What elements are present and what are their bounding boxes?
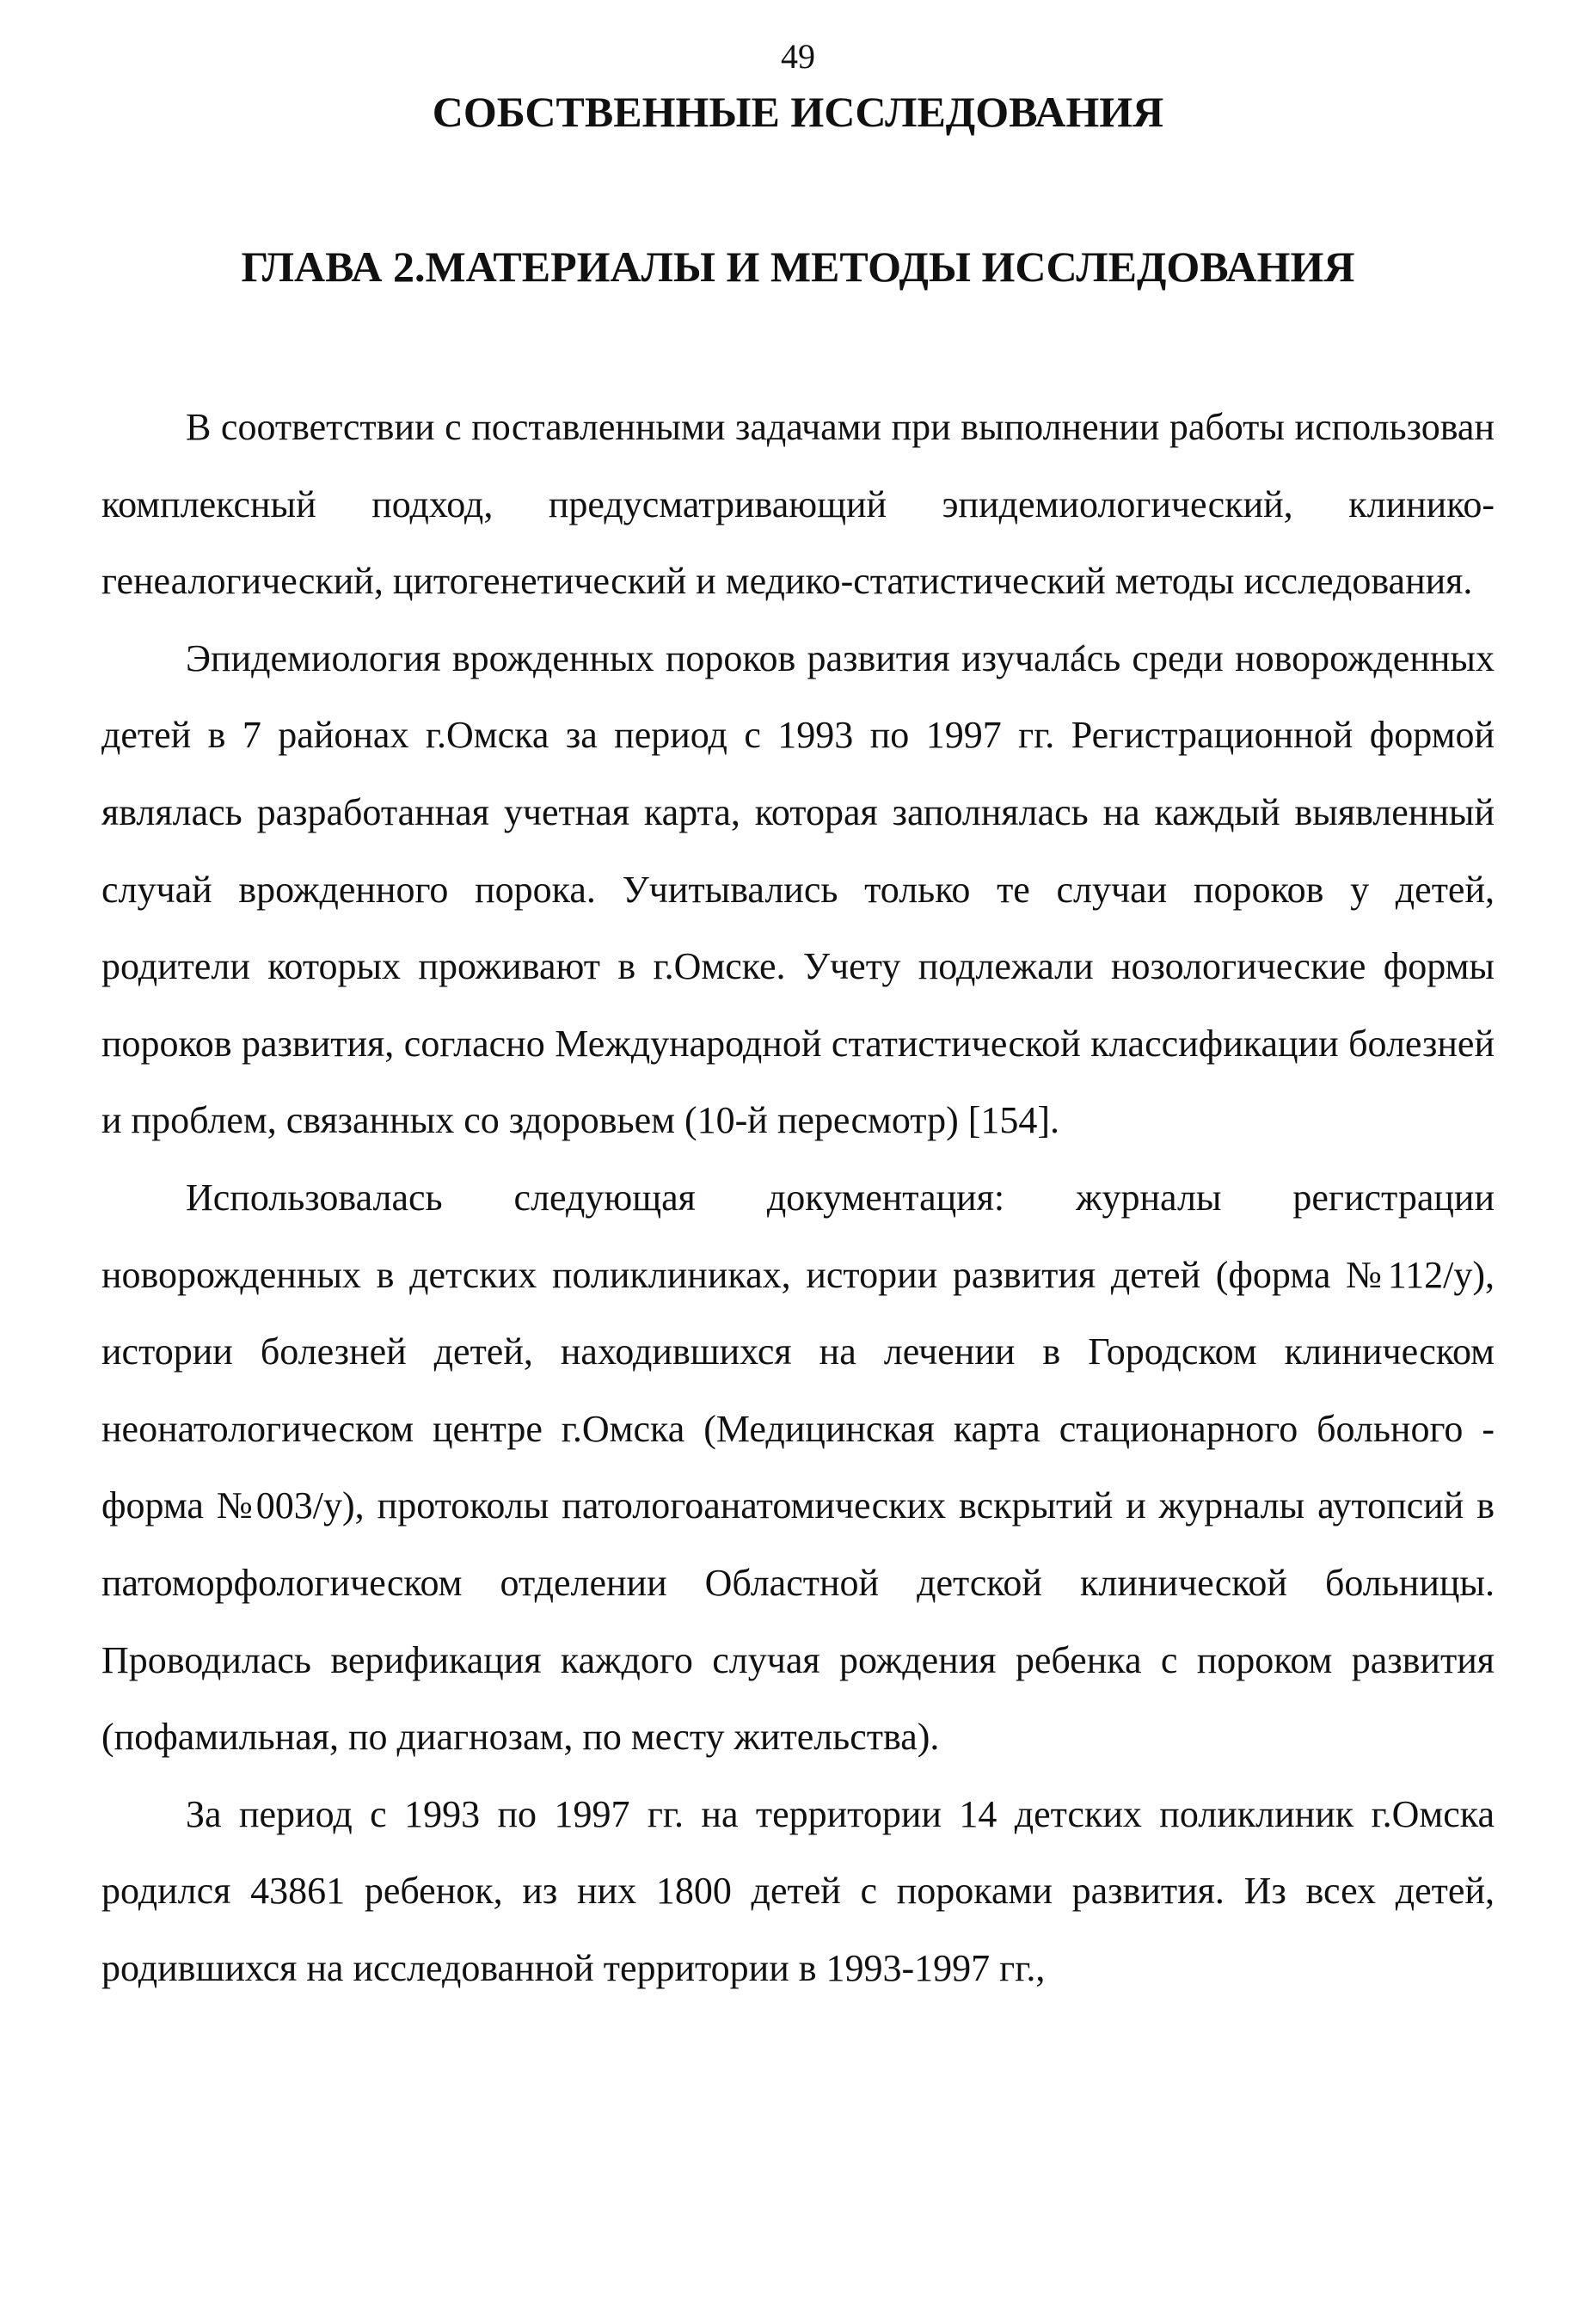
paragraph-methods-overview: В соответствии с поставленными задачами при выполнении работы использован комплексный подход, предусматривающий эпидемиологический, клинико-генеалогический, цитогенетический и медико-статистический методы исследования. [101,406,1495,603]
paragraph-epidemiology: Эпидемиология врожденных пороков развития изучалась среди новорожденных детей в 7 районах г.Омска за период с 1993 по 1997 гг. Регистрационной формой являлась разработанная учетная карта, которая заполнялась на каждый выявленный случай врожденного порока. Учитывались только те случаи пороков у детей, родители которых проживают в г.Омске. Учету подлежали нозологические формы пороков развития, согласно Международной статистической классификации болезней и проблем, связанных со здоровьем (10-й пересмотр) [154]. [101,636,1495,1142]
section-heading: СОБСТВЕННЫЕ ИССЛЕДОВАНИЯ [432,88,1164,136]
paragraph-documentation: Использовалась следующая документация: журналы регистрации новорожденных в детских поликлиниках, истории развития детей (форма №112/у), истории болезней детей, находившихся на лечении в Городском клиническом неонатологическом центре г.Омска (Медицинская карта стационарного больного - форма №003/у), протоколы патологоанатомических вскрытий и журналы аутопсий в патоморфологическом отделении Областной детской клинической больницы. Проводилась верификация каждого случая рождения ребенка с пороком развития (пофамильная, по диагнозам, по месту жительства). [101,1176,1495,1759]
page-number: 49 [781,37,815,76]
chapter-heading: ГЛАВА 2.МАТЕРИАЛЫ И МЕТОДЫ ИССЛЕДОВАНИЯ [241,243,1355,291]
paragraph-birth-statistics: За период с 1993 по 1997 гг. на территории 14 детских поликлиник г.Омска родился 43861 ребенок, из них 1800 детей с пороками развития. Из всех детей, родившихся на исследованной территории в 1993-1997 гг., [101,1792,1495,1989]
body-text [101,389,1495,2006]
